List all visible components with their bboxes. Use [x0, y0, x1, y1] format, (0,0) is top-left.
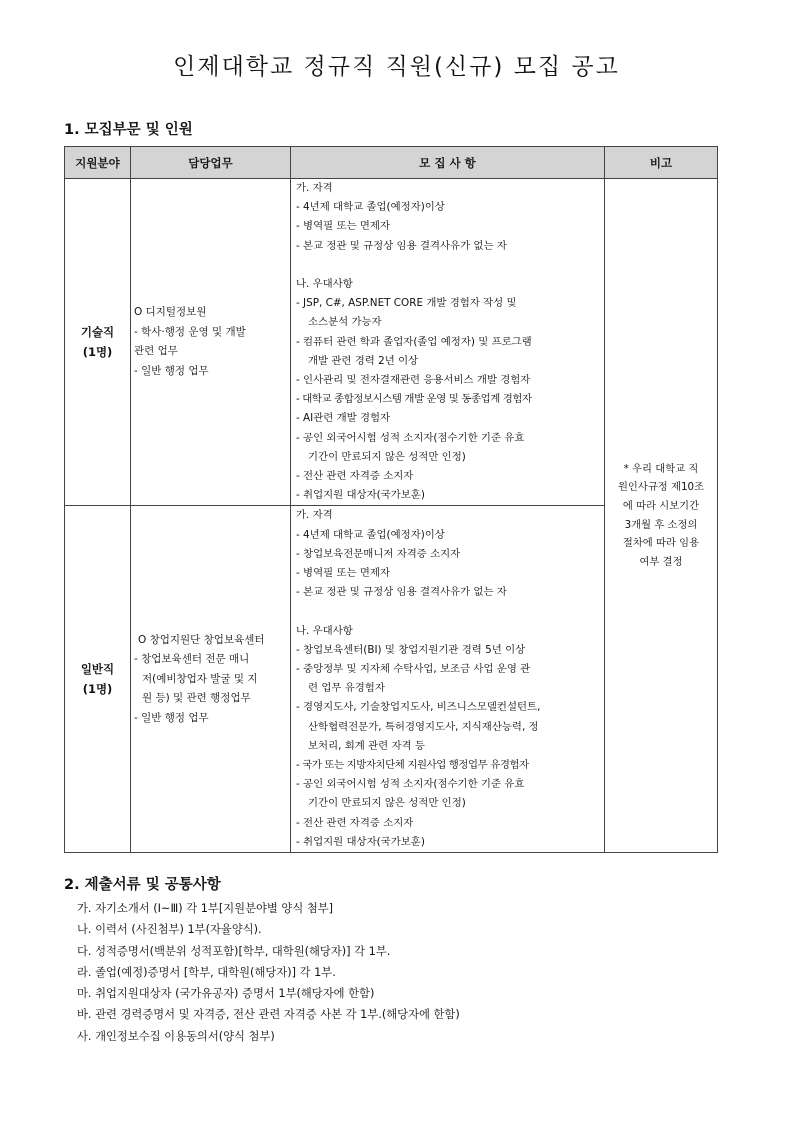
duty-line: O 디지털정보원: [134, 306, 207, 319]
requirement-line: - 병역필 또는 면제자: [296, 220, 390, 233]
list-item: 마. 취업지원대상자 (국가유공자) 증명서 1부(해당자에 한함): [77, 987, 375, 1001]
requirement-line: 가. 자격: [296, 182, 333, 194]
duty-line: O 창업지원단 창업보육센터: [138, 633, 265, 646]
requirement-line: 기간이 만료되지 않은 성적만 인정): [308, 797, 466, 810]
field-name: 기술직: [80, 325, 115, 340]
field-cell: [65, 179, 131, 506]
requirement-line: - 병역필 또는 면제자: [296, 567, 390, 580]
table-row: [65, 179, 718, 506]
duty-cell: [131, 506, 291, 853]
table-header-row: [65, 147, 718, 179]
duty-line: - 일반 행정 업무: [134, 711, 209, 724]
list-item: 사. 개인정보수집 이용동의서(양식 첨부): [77, 1029, 275, 1043]
duty-line: 관련 업무: [134, 345, 178, 358]
header-duty: 담당업무: [131, 147, 291, 179]
field-count: (1명): [82, 345, 113, 360]
list-item: 라. 졸업(예정)증명서 [학부, 대학원(해당자)] 각 1부.: [77, 965, 336, 979]
requirement-line: 기간이 만료되지 않은 성적만 인정): [308, 450, 466, 463]
requirement-line: - 창업보육센터(BI) 및 창업지원기관 경력 5년 이상: [296, 643, 526, 656]
requirement-line: - 공인 외국어시험 성적 소지자(점수기한 기준 유효: [296, 431, 525, 444]
note-line: * 우리 대학교 직: [623, 462, 699, 475]
section1-heading: 1. 모집부문 및 인원: [64, 122, 193, 138]
field-count: (1명): [82, 682, 113, 697]
requirement-line: 개발 관련 경력 2년 이상: [308, 354, 419, 367]
requirement-line: - JSP, C#, ASP.NET CORE 개발 경험자 작성 및: [296, 297, 517, 310]
requirement-line: 련 업무 유경험자: [308, 682, 385, 695]
page-title: 인제대학교 정규직 직원(신규) 모집 공고: [173, 54, 620, 80]
requirement-line: - 인사관리 및 전자결재관련 응용서비스 개발 경험자: [296, 374, 531, 387]
requirement-line: - 경영지도사, 기술창업지도사, 비즈니스모델컨설턴트,: [296, 701, 541, 714]
note-line: 에 따라 시보기간: [622, 499, 700, 512]
requirement-line: 보처리, 회계 관련 자격 등: [308, 739, 425, 752]
duty-line: - 창업보육센터 전문 매니: [134, 653, 250, 665]
requirement-line: - 창업보육전문매니저 자격증 소지자: [296, 547, 461, 560]
requirement-line: 나. 우대사항: [296, 624, 353, 637]
requirement-line: - 4년제 대학교 졸업(예정자)이상: [296, 528, 445, 541]
requirement-line: 소스분석 가능자: [308, 316, 382, 329]
requirement-line: - 국가 또는 지방자치단체 지원사업 행정업무 유경험자: [296, 759, 529, 772]
requirements-cell: [291, 506, 605, 853]
list-item: 다. 성적증명서(백분위 성적포함)[학부, 대학원(해당자)] 각 1부.: [77, 944, 391, 958]
list-item: 가. 자기소개서 (Ⅰ~Ⅲ) 각 1부[지원분야별 양식 첨부]: [77, 902, 334, 915]
duty-line: [134, 323, 288, 343]
requirement-line: - AI관련 개발 경험자: [296, 412, 391, 425]
header-note: 비고: [605, 147, 718, 179]
requirement-line: - 중앙정부 및 지자체 수탁사업, 보조금 사업 운영 관: [296, 663, 531, 676]
list-item: 나. 이력서 (사진첨부) 1부(자율양식).: [77, 923, 262, 937]
requirement-line: 산학협력전문가, 특허경영지도사, 지식재산능력, 정: [308, 720, 539, 733]
requirement-line: - 본교 정관 및 규정상 임용 결격사유가 없는 자: [296, 239, 507, 252]
requirement-line: - 취업지원 대상자(국가보훈): [296, 489, 425, 502]
note-cell: [605, 179, 718, 853]
note-line: 원인사규정 제10조: [617, 481, 704, 494]
recruitment-table: [64, 146, 718, 853]
duty-cell: [131, 179, 291, 506]
requirement-line: 가. 자격: [296, 509, 333, 522]
requirement-line: - 전산 관련 자격증 소지자: [296, 816, 414, 829]
requirement-line: - 대학교 종합정보시스템 개발 운영 및 동종업계 경험자: [296, 393, 532, 406]
requirement-line: 나. 우대사항: [296, 278, 353, 290]
note-line: 3개월 후 소정의: [624, 518, 698, 531]
duty-line-text: - 학사·행정 운영 및 개발: [134, 325, 246, 338]
requirement-line: - 공인 외국어시험 성적 소지자(점수기한 기준 유효: [296, 778, 525, 791]
list-item: 바. 관련 경력증명서 및 자격증, 전산 관련 자격증 사본 각 1부.(해당자에 한함): [77, 1008, 460, 1022]
requirement-line: - 취업지원 대상자(국가보훈): [296, 835, 425, 848]
note-line: 여부 결정: [639, 555, 683, 568]
header-requirements: 모 집 사 항: [291, 147, 605, 179]
duty-line: - 일반 행정 업무: [134, 364, 209, 377]
field-name: 일반직: [80, 662, 115, 677]
duty-line: 저(예비창업자 발굴 및 지: [142, 672, 258, 685]
spacer: [296, 602, 602, 621]
requirement-line: - 컴퓨터 관련 학과 졸업자(졸업 예정자) 및 프로그램: [296, 335, 532, 348]
requirement-line: - 4년제 대학교 졸업(예정자)이상: [296, 201, 445, 214]
section2-heading: 2. 제출서류 및 공통사항: [64, 877, 221, 893]
note-line: 절차에 따라 임용: [622, 537, 700, 550]
documents-list: [77, 898, 460, 1047]
requirement-line: - 본교 정관 및 규정상 임용 결격사유가 없는 자: [296, 586, 507, 599]
requirements-cell: [291, 179, 605, 506]
field-cell: [65, 506, 131, 853]
requirement-line: - 전산 관련 자격증 소지자: [296, 470, 414, 483]
duty-line: 원 등) 및 관련 행정업무: [142, 692, 251, 704]
spacer: [296, 256, 602, 275]
header-field: 지원분야: [65, 147, 131, 179]
